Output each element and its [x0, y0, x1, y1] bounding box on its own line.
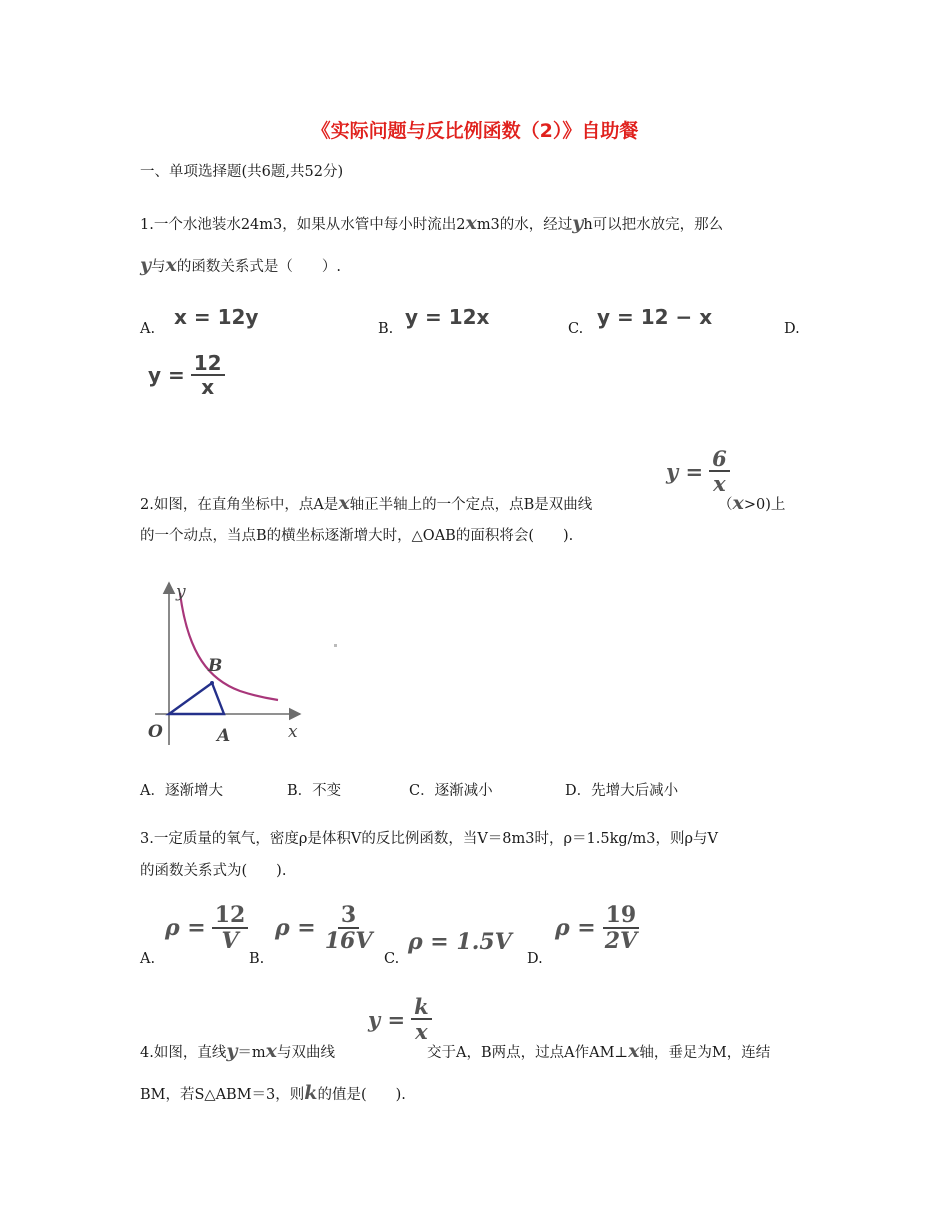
q1-line2: y与x的函数关系式是（ ）.	[140, 254, 341, 276]
point-b-label: B	[208, 656, 223, 676]
q2-line1: 2.如图，在直角坐标中，点A是x轴正半轴上的一个定点，点B是双曲线	[140, 492, 593, 514]
point-a-label: A	[217, 726, 231, 746]
origin-label: O	[148, 722, 163, 742]
q3-line2: 的函数关系式为( ).	[140, 863, 287, 879]
q3-option-a-label[interactable]: A.	[140, 951, 156, 967]
triangle-oab	[169, 683, 224, 714]
q1-option-a-label[interactable]: A.	[140, 321, 156, 337]
q1-option-d-label[interactable]: D.	[784, 321, 800, 337]
var-k: k	[304, 1082, 318, 1104]
fraction: $\frac{12}{x}$	[191, 352, 225, 398]
q1-option-a-formula[interactable]: x = 12y	[174, 305, 259, 329]
q1-option-c-label[interactable]: C.	[568, 321, 584, 337]
fraction: $\frac{12}{V}$	[212, 903, 249, 953]
section-heading: 一、单项选择题(共6题,共52分)	[140, 164, 344, 180]
q2-option-c[interactable]: C．逐渐减小	[409, 783, 493, 799]
x-axis-label: x	[288, 722, 298, 742]
q1-line1: 1.一个水池装水24m3，如果从水管中每小时流出2xm3的水，经过yh可以把水放完，那么	[140, 212, 724, 234]
q3-option-c-formula[interactable]: ρ = 1.5V	[408, 929, 512, 955]
q4-line1-end: 交于A，B两点，过点A作AM⊥x轴，垂足为M，连结	[427, 1040, 771, 1062]
var-x: x	[732, 492, 744, 514]
var-x: x	[628, 1040, 640, 1062]
var-x: x	[338, 492, 350, 514]
y-axis-label: y	[176, 582, 186, 602]
fraction: $\frac{3}{16V}$	[324, 902, 373, 955]
q1-option-b-label[interactable]: B.	[378, 321, 394, 337]
fraction: $\frac{19}{2V}$	[602, 903, 640, 953]
fraction: $\frac{k}{x}$	[411, 995, 432, 1043]
q1-option-b-formula[interactable]: y = 12x	[405, 305, 490, 329]
var-y: y	[572, 212, 584, 234]
page-title: 《实际问题与反比例函数（2）》自助餐	[311, 120, 639, 142]
q2-option-a[interactable]: A．逐渐增大	[140, 783, 223, 799]
q3-option-b-label[interactable]: B.	[249, 951, 265, 967]
q2-option-b[interactable]: B．不变	[287, 783, 342, 799]
q1-option-c-formula[interactable]: y = 12 − x	[597, 305, 713, 329]
var-y: y	[140, 254, 152, 276]
q3-option-d-label[interactable]: D.	[527, 951, 543, 967]
var-x: x	[165, 254, 177, 276]
q3-option-c-label[interactable]: C.	[384, 951, 400, 967]
q1-option-d-formula[interactable]: y = $\frac{12}{x}$	[148, 352, 225, 398]
q2-hyperbola-formula: y = $\frac{6}{x}$	[666, 447, 730, 495]
q3-option-d-formula[interactable]: ρ = $\frac{19}{2V}$	[555, 903, 640, 953]
q4-line1-start: 4.如图，直线y＝mx与双曲线	[140, 1040, 335, 1062]
q2-line1-tail: （x>0)上	[718, 492, 786, 514]
stray-dot	[334, 644, 337, 647]
var-x: x	[265, 1040, 277, 1062]
var-x: x	[465, 212, 477, 234]
q4-line2: BM，若S△ABM＝3，则k的值是( ).	[140, 1082, 406, 1104]
q4-hyperbola-formula: y = $\frac{k}{x}$	[368, 995, 432, 1043]
point-b	[210, 681, 214, 685]
fraction: $\frac{6}{x}$	[709, 447, 730, 495]
var-y: y	[226, 1040, 238, 1062]
q3-line1: 3.一定质量的氧气，密度ρ是体积V的反比例函数，当V＝8m3时，ρ＝1.5kg/m3，则ρ与V	[140, 831, 719, 847]
q2-line2: 的一个动点，当点B的横坐标逐渐增大时，△OAB的面积将会( ).	[140, 528, 574, 544]
q2-option-d[interactable]: D．先增大后减小	[565, 783, 679, 799]
q3-option-a-formula[interactable]: ρ = $\frac{12}{V}$	[165, 903, 248, 953]
q3-option-b-formula[interactable]: ρ = $\frac{3}{16V}$	[275, 903, 375, 953]
hyperbola-curve	[180, 593, 278, 700]
q2-figure	[140, 575, 320, 750]
